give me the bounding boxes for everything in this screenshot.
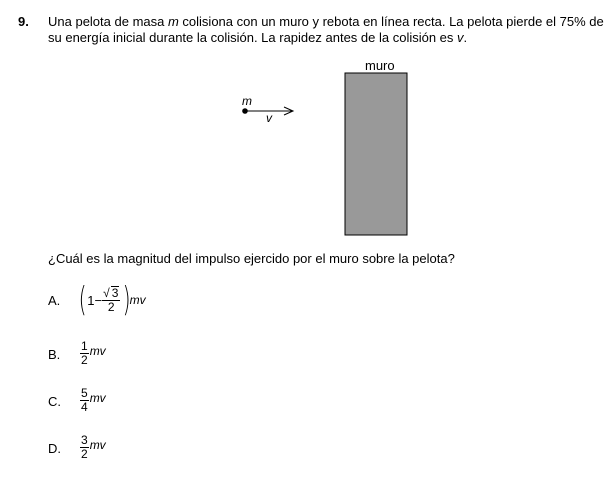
option-d-letter: D. [48,441,61,456]
option-c-suffix: mv [89,390,106,405]
wall [345,73,407,235]
option-b-fraction: $\frac{1}{2}$ [81,339,88,367]
option-d[interactable] [80,434,106,461]
sqrt-symbol: √ 3 [103,286,119,300]
option-d-suffix: mv [89,437,106,452]
option-a[interactable] [76,280,146,320]
left-paren: ( [78,280,87,320]
mass-label: m [242,94,252,108]
ball [242,108,248,114]
option-a-suffix: mv [129,293,146,307]
option-b[interactable] [80,340,106,367]
option-b-suffix: mv [89,343,106,358]
question-text: Una pelota de masa m colisiona con un muro y rebota en línea recta. La pelota pierde el 75% de su energía inicial durante la colisión. La rapidez antes de la colisión es v. [48,14,604,45]
option-c-letter: C. [48,394,61,409]
question-number: 9. [18,14,29,29]
option-a-letter: A. [48,293,61,308]
mass-symbol: m [167,14,179,29]
option-d-fraction: $\frac{3}{2}$ [81,433,88,461]
right-paren: ) [123,280,131,320]
velocity-label: v [266,111,272,125]
option-b-letter: B. [48,347,61,362]
option-a-one-minus: 1− [87,292,103,308]
option-c-fraction: $\frac{5}{4}$ [81,386,88,414]
question-prompt: ¿Cuál es la magnitud del impulso ejercido por el muro sobre la pelota? [48,251,455,266]
velocity-symbol: v [457,30,464,45]
option-c[interactable] [80,387,106,414]
wall-label: muro [365,58,395,73]
option-a-fraction: √ 3 2 [103,286,119,314]
